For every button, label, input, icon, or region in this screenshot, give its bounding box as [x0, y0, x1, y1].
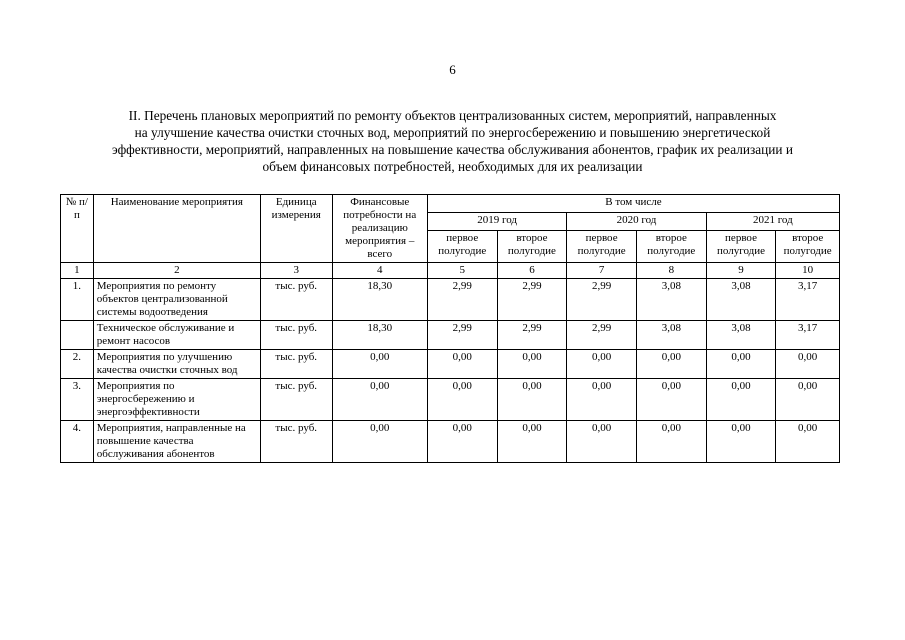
- row-value: 0,00: [427, 350, 497, 379]
- header-first-half: первое полугодие: [427, 230, 497, 262]
- table-row: [61, 350, 840, 379]
- row-name: Мероприятия по улучшению качества очистки сточных вод: [93, 350, 260, 379]
- column-number: 2: [93, 263, 260, 279]
- row-value: 3,08: [706, 321, 776, 350]
- row-value: 0,00: [567, 350, 637, 379]
- header-first-half: первое полугодие: [567, 230, 637, 262]
- row-num: 4.: [61, 421, 94, 463]
- row-value: 3,08: [636, 321, 706, 350]
- column-number: 3: [260, 263, 332, 279]
- row-name: Мероприятия, направленные на повышение качества обслуживания абонентов: [93, 421, 260, 463]
- row-unit: тыс. руб.: [260, 379, 332, 421]
- page-number: 6: [449, 62, 456, 77]
- header-year: 2021 год: [706, 212, 839, 230]
- header-finance: Финансовые потребности на реализацию мероприятия – всего: [332, 195, 427, 263]
- column-number: 7: [567, 263, 637, 279]
- row-unit: тыс. руб.: [260, 421, 332, 463]
- row-name: Техническое обслуживание и ремонт насосов: [93, 321, 260, 350]
- table-row: [61, 321, 840, 350]
- header-including: В том числе: [427, 195, 839, 213]
- title-line: объем финансовых потребностей, необходимых для их реализации: [262, 159, 643, 174]
- row-total: 18,30: [332, 279, 427, 321]
- row-total: 0,00: [332, 350, 427, 379]
- column-number: 4: [332, 263, 427, 279]
- row-value: 3,17: [776, 279, 840, 321]
- row-value: 3,17: [776, 321, 840, 350]
- header-year: 2019 год: [427, 212, 566, 230]
- row-value: 0,00: [706, 421, 776, 463]
- row-value: 3,08: [636, 279, 706, 321]
- row-unit: тыс. руб.: [260, 321, 332, 350]
- row-value: 0,00: [567, 379, 637, 421]
- row-value: 0,00: [636, 379, 706, 421]
- row-value: 0,00: [776, 379, 840, 421]
- column-number: 5: [427, 263, 497, 279]
- row-value: 0,00: [497, 421, 567, 463]
- title-line: эффективности, мероприятий, направленных на повышение качества обслуживания абонентов, график их реализации и: [112, 142, 793, 157]
- row-value: 2,99: [427, 279, 497, 321]
- table-row: [61, 421, 840, 463]
- row-num: [61, 321, 94, 350]
- header-second-half: второе полугодие: [636, 230, 706, 262]
- measures-table: [60, 194, 840, 463]
- row-value: 2,99: [427, 321, 497, 350]
- row-num: 2.: [61, 350, 94, 379]
- column-number: 9: [706, 263, 776, 279]
- row-name: Мероприятия по энергосбережению и энергоэффективности: [93, 379, 260, 421]
- row-value: 0,00: [776, 350, 840, 379]
- column-number: 1: [61, 263, 94, 279]
- column-number: 8: [636, 263, 706, 279]
- row-value: 2,99: [567, 321, 637, 350]
- column-number: 6: [497, 263, 567, 279]
- row-total: 0,00: [332, 379, 427, 421]
- row-total: 0,00: [332, 421, 427, 463]
- row-unit: тыс. руб.: [260, 350, 332, 379]
- header-num: № п/п: [61, 195, 94, 263]
- table-row: [61, 279, 840, 321]
- title-line: на улучшение качества очистки сточных вод, мероприятий по энергосбережению и повышению энергетической: [134, 125, 771, 140]
- row-value: 2,99: [567, 279, 637, 321]
- row-total: 18,30: [332, 321, 427, 350]
- header-year: 2020 год: [567, 212, 706, 230]
- header-unit: Единица измерения: [260, 195, 332, 263]
- row-value: 0,00: [706, 350, 776, 379]
- row-name: Мероприятия по ремонту объектов централизованной системы водоотведения: [93, 279, 260, 321]
- header-second-half: второе полугодие: [776, 230, 840, 262]
- row-value: 3,08: [706, 279, 776, 321]
- column-numbers-row: [61, 263, 840, 279]
- row-value: 2,99: [497, 321, 567, 350]
- row-value: 0,00: [427, 421, 497, 463]
- row-value: 0,00: [497, 379, 567, 421]
- row-value: 0,00: [706, 379, 776, 421]
- section-title: [50, 107, 855, 175]
- row-num: 1.: [61, 279, 94, 321]
- table-row: [61, 379, 840, 421]
- header-first-half: первое полугодие: [706, 230, 776, 262]
- header-row: [61, 195, 840, 213]
- row-value: 0,00: [636, 421, 706, 463]
- row-value: 0,00: [497, 350, 567, 379]
- row-value: 0,00: [567, 421, 637, 463]
- header-name: Наименование мероприятия: [93, 195, 260, 263]
- row-value: 0,00: [427, 379, 497, 421]
- row-num: 3.: [61, 379, 94, 421]
- column-number: 10: [776, 263, 840, 279]
- row-value: 0,00: [776, 421, 840, 463]
- row-unit: тыс. руб.: [260, 279, 332, 321]
- row-value: 2,99: [497, 279, 567, 321]
- title-line: II. Перечень плановых мероприятий по ремонту объектов централизованных систем, мероприятий, направленных: [128, 108, 777, 123]
- header-second-half: второе полугодие: [497, 230, 567, 262]
- row-value: 0,00: [636, 350, 706, 379]
